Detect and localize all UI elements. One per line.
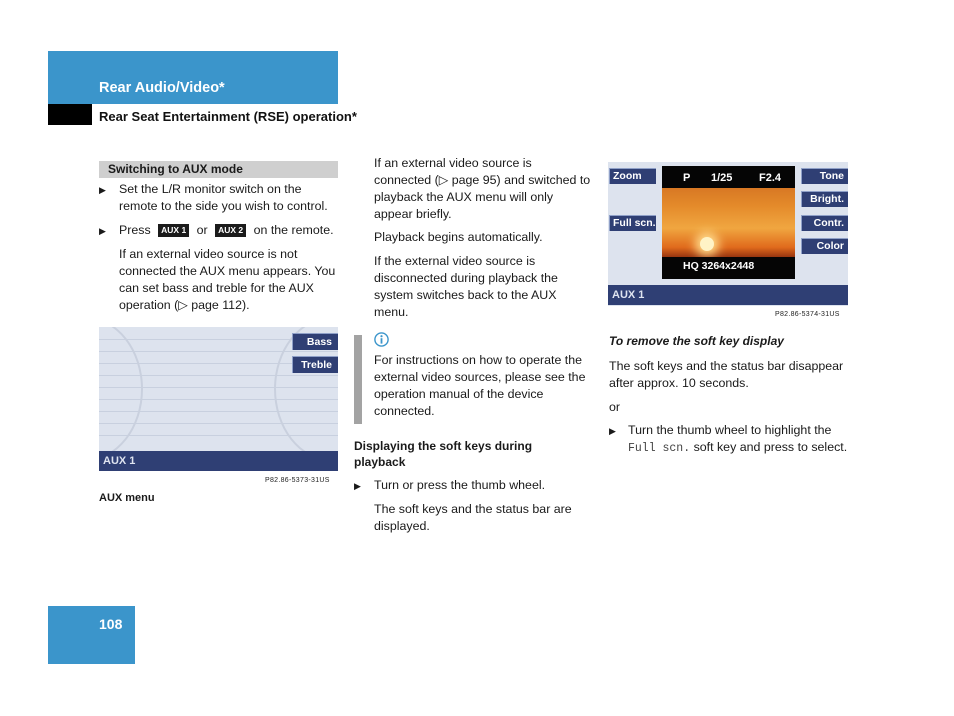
bullet-icon: ▶ (99, 226, 106, 236)
note-bar (354, 335, 362, 424)
section-title: Rear Audio/Video* (99, 80, 225, 96)
para-aux-menu: If an external video source is not connected the AUX menu appears. You can set bass and treble for the AUX operation (▷ page 112). (119, 247, 336, 312)
step-set-switch: Set the L/R monitor switch on the remote to the side you wish to control. (119, 182, 328, 213)
step-press-label: Press (119, 223, 151, 237)
softkey-contr: Contr. (801, 215, 848, 231)
step-press-end: on the remote. (253, 223, 334, 237)
bullet-icon: ▶ (609, 426, 616, 436)
info-icon (374, 332, 389, 347)
page-tab (48, 606, 135, 664)
para-or: or (609, 400, 621, 414)
heading-switching-aux: Switching to AUX mode (108, 162, 243, 176)
bullet-icon: ▶ (354, 481, 361, 491)
header-marker (48, 104, 92, 125)
result-displayed: The soft keys and the status bar are displayed. (374, 502, 572, 533)
softkey-bright: Bright. (801, 191, 848, 207)
page-number: 108 (99, 616, 123, 632)
caption-aux-menu: AUX menu (99, 492, 155, 504)
bullet-icon: ▶ (99, 185, 106, 195)
para-external-connected: If an external video source is connected (▷ page 95) and switched to playback the AUX menu will only appear briefly. (374, 156, 591, 221)
step-text-end: soft key and press to select. (693, 440, 848, 454)
sun-icon (700, 237, 714, 251)
para-playback: Playback begins automatically. (374, 230, 543, 244)
photo-code: P82.86-5374-31US (775, 311, 840, 318)
note-text: For instructions on how to operate the external video sources, please see the operation manual of the device connected. (374, 353, 586, 418)
softkey-tone: Tone (801, 168, 848, 184)
softkey-color: Color (801, 238, 848, 254)
aux-menu-screen (99, 327, 338, 471)
subsection-title: Rear Seat Entertainment (RSE) operation* (99, 109, 357, 124)
step-thumb-wheel: Turn or press the thumb wheel. (374, 478, 546, 492)
para-disappear: The soft keys and the status bar disappear after approx. 10 seconds. (609, 359, 844, 390)
heading-soft-keys: Displaying the soft keys during playback (354, 439, 533, 469)
key-aux1: AUX 1 (158, 224, 189, 237)
camera-shutter: 1/25 (711, 172, 733, 184)
photo-code: P82.86-5373-31US (265, 477, 330, 484)
step-or: or (196, 223, 208, 237)
speaker-left-icon (99, 327, 143, 461)
key-full-scn: Full scn. (628, 442, 691, 455)
step-highlight-full-scn (628, 422, 850, 457)
key-aux2: AUX 2 (215, 224, 246, 237)
softkey-full-scn: Full scn. (609, 215, 656, 231)
image-quality: HQ 3264x2448 (683, 260, 755, 272)
heading-remove-soft-key: To remove the soft key display (609, 334, 784, 348)
softkey-bass: Bass (292, 333, 338, 350)
header-tab (48, 51, 338, 104)
step-text: Turn the thumb wheel to highlight the (628, 423, 832, 437)
softkey-zoom: Zoom (609, 168, 656, 184)
softkey-treble: Treble (292, 356, 338, 373)
para-disconnected: If the external video source is disconnected during playback the system switches back to the AUX menu. (374, 254, 558, 319)
video-status-bar: AUX 1 (608, 285, 848, 305)
step-press (119, 222, 349, 239)
camera-aperture: F2.4 (759, 172, 782, 184)
camera-mode: P (683, 172, 691, 184)
status-bar: AUX 1 (99, 451, 338, 471)
